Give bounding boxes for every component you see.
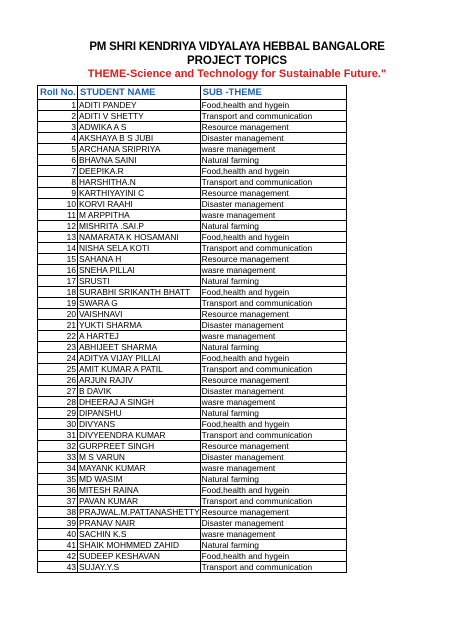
roll-no-cell: 42 — [38, 551, 78, 562]
table-row — [38, 386, 347, 397]
student-name-cell: NISHA SELA KOTI — [78, 243, 201, 254]
school-heading: PM SHRI KENDRIYA VIDYALAYA HEBBAL BANGALORE — [89, 41, 385, 53]
roll-no-cell: 35 — [38, 474, 78, 485]
table-row — [38, 320, 347, 331]
sub-theme-cell: Disaster management — [200, 320, 346, 331]
table-row — [38, 122, 347, 133]
student-name-cell: MAYANK KUMAR — [78, 463, 201, 474]
table-row — [38, 408, 347, 419]
table-row — [38, 353, 347, 364]
sub-theme-cell: Natural farming — [200, 474, 346, 485]
student-name-cell: PRANAV NAIR — [78, 518, 201, 529]
student-name-cell: SACHIN K.S — [78, 529, 201, 540]
student-name-cell: A HARTEJ — [78, 331, 201, 342]
student-name-cell: AKSHAYA B S JUBI — [78, 133, 201, 144]
sub-theme-cell: Transport and communication — [200, 111, 346, 122]
student-name-cell: NAMARATA K HOSAMANI — [78, 232, 201, 243]
student-name-cell: ARCHANA SRIPRIYA — [78, 144, 201, 155]
sub-theme-cell: Disaster management — [200, 518, 346, 529]
table-row — [38, 144, 347, 155]
table-row — [38, 540, 347, 551]
table-row — [38, 199, 347, 210]
roll-no-cell: 29 — [38, 408, 78, 419]
roll-no-cell: 5 — [38, 144, 78, 155]
roll-no-cell: 16 — [38, 265, 78, 276]
roll-no-cell: 13 — [38, 232, 78, 243]
roll-no-cell: 4 — [38, 133, 78, 144]
roll-no-cell: 39 — [38, 518, 78, 529]
sub-theme-cell: wasre management — [200, 463, 346, 474]
sub-theme-cell: Resource management — [200, 441, 346, 452]
roll-no-cell: 14 — [38, 243, 78, 254]
student-name-cell: GURPREET SINGH — [78, 441, 201, 452]
roll-no-cell: 25 — [38, 364, 78, 375]
theme-heading: THEME-Science and Technology for Sustainable Future." — [87, 68, 387, 80]
sub-theme-cell: Natural farming — [200, 342, 346, 353]
sub-theme-cell: Resource management — [200, 309, 346, 320]
table-row — [38, 133, 347, 144]
student-name-cell: BHAVNA SAINI — [78, 155, 201, 166]
column-header-sub-theme: SUB -THEME — [200, 86, 346, 100]
roll-no-cell: 43 — [38, 562, 78, 573]
student-name-cell: MITESH RAINA — [78, 485, 201, 496]
student-name-cell: SUDEEP KESHAVAN — [78, 551, 201, 562]
student-name-cell: ARJUN RAJIV — [78, 375, 201, 386]
table-row — [38, 507, 347, 518]
student-name-cell: SUJAY.Y.S — [78, 562, 201, 573]
student-name-cell: ADWIKA A S — [78, 122, 201, 133]
sub-theme-cell: Resource management — [200, 254, 346, 265]
table-row — [38, 551, 347, 562]
roll-no-cell: 31 — [38, 430, 78, 441]
student-name-cell: ADITI V SHETTY — [78, 111, 201, 122]
roll-no-cell: 34 — [38, 463, 78, 474]
table-row — [38, 287, 347, 298]
sub-theme-cell: Transport and communication — [200, 243, 346, 254]
table-row — [38, 331, 347, 342]
table-row — [38, 562, 347, 573]
sub-theme-cell: Food,health and hygein — [200, 419, 346, 430]
table-row — [38, 529, 347, 540]
table-row — [38, 375, 347, 386]
table-row — [38, 188, 347, 199]
sub-theme-cell: Transport and communication — [200, 430, 346, 441]
sub-theme-cell: Food,health and hygein — [200, 353, 346, 364]
roll-no-cell: 40 — [38, 529, 78, 540]
student-name-cell: SHAIK MOHMMED ZAHID — [78, 540, 201, 551]
student-name-cell: SNEHA PILLAI — [78, 265, 201, 276]
sub-theme-cell: Transport and communication — [200, 298, 346, 309]
sub-theme-cell: Natural farming — [200, 276, 346, 287]
table-row — [38, 518, 347, 529]
table-row — [38, 265, 347, 276]
student-name-cell: AMIT KUMAR A PATIL — [78, 364, 201, 375]
table-row — [38, 496, 347, 507]
page-title: PROJECT TOPICS — [186, 55, 288, 67]
roll-no-cell: 12 — [38, 221, 78, 232]
roll-no-cell: 9 — [38, 188, 78, 199]
table-row — [38, 254, 347, 265]
sub-theme-cell: Resource management — [200, 122, 346, 133]
sub-theme-cell: Food,health and hygein — [200, 100, 346, 111]
student-name-cell: YUKTI SHARMA — [78, 320, 201, 331]
student-name-cell: MD WASIM — [78, 474, 201, 485]
table-row — [38, 276, 347, 287]
roll-no-cell: 27 — [38, 386, 78, 397]
student-name-cell: DIVYEENDRA KUMAR — [78, 430, 201, 441]
roll-no-cell: 28 — [38, 397, 78, 408]
sub-theme-cell: Transport and communication — [200, 562, 346, 573]
sub-theme-cell: Natural farming — [200, 540, 346, 551]
table-row — [38, 485, 347, 496]
roll-no-cell: 6 — [38, 155, 78, 166]
student-name-cell: DIPANSHU — [78, 408, 201, 419]
roll-no-cell: 8 — [38, 177, 78, 188]
project-topics-table — [37, 85, 347, 573]
roll-no-cell: 24 — [38, 353, 78, 364]
table-row — [38, 419, 347, 430]
roll-no-cell: 19 — [38, 298, 78, 309]
sub-theme-cell: Disaster management — [200, 452, 346, 463]
roll-no-cell: 20 — [38, 309, 78, 320]
table-row — [38, 111, 347, 122]
table-row — [38, 210, 347, 221]
roll-no-cell: 23 — [38, 342, 78, 353]
table-row — [38, 474, 347, 485]
roll-no-cell: 21 — [38, 320, 78, 331]
sub-theme-cell: Natural farming — [200, 221, 346, 232]
column-header-student-name: STUDENT NAME — [78, 86, 201, 100]
sub-theme-cell: Resource management — [200, 188, 346, 199]
roll-no-cell: 26 — [38, 375, 78, 386]
sub-theme-cell: Food,health and hygein — [200, 287, 346, 298]
roll-no-cell: 7 — [38, 166, 78, 177]
roll-no-cell: 36 — [38, 485, 78, 496]
table-row — [38, 430, 347, 441]
table-row — [38, 309, 347, 320]
sub-theme-cell: Food,health and hygein — [200, 485, 346, 496]
table-row — [38, 155, 347, 166]
column-header-roll-no: Roll No. — [38, 86, 78, 100]
student-name-cell: PRAJWAL.M.PATTANASHETTY — [79, 507, 200, 517]
sub-theme-cell: Transport and communication — [200, 177, 346, 188]
table-row — [38, 100, 347, 111]
roll-no-cell: 38 — [38, 507, 78, 518]
roll-no-cell: 41 — [38, 540, 78, 551]
roll-no-cell: 2 — [38, 111, 78, 122]
roll-no-cell: 33 — [38, 452, 78, 463]
sub-theme-cell: Disaster management — [200, 386, 346, 397]
roll-no-cell: 37 — [38, 496, 78, 507]
roll-no-cell: 1 — [38, 100, 78, 111]
student-name-cell: DEEPIKA.R — [78, 166, 201, 177]
roll-no-cell: 18 — [38, 287, 78, 298]
sub-theme-cell: Disaster management — [200, 133, 346, 144]
roll-no-cell: 30 — [38, 419, 78, 430]
table-row — [38, 441, 347, 452]
table-header-row — [38, 86, 347, 100]
table-row — [38, 177, 347, 188]
student-name-cell: DHEERAJ A SINGH — [78, 397, 201, 408]
roll-no-cell: 32 — [38, 441, 78, 452]
table-row — [38, 463, 347, 474]
sub-theme-cell: Transport and communication — [200, 496, 346, 507]
table-row — [38, 221, 347, 232]
roll-no-cell: 3 — [38, 122, 78, 133]
table-row — [38, 364, 347, 375]
student-name-cell: ABHIJEET SHARMA — [78, 342, 201, 353]
sub-theme-cell: wasre management — [200, 529, 346, 540]
sub-theme-cell: wasre management — [200, 210, 346, 221]
sub-theme-cell: Disaster management — [200, 199, 346, 210]
sub-theme-cell: Natural farming — [200, 155, 346, 166]
student-name-cell: B DAVIK — [78, 386, 201, 397]
student-name-cell: PAVAN KUMAR — [78, 496, 201, 507]
student-name-cell: VAISHNAVI — [78, 309, 201, 320]
roll-no-cell: 11 — [38, 210, 78, 221]
sub-theme-cell: Food,health and hygein — [200, 232, 346, 243]
table-row — [38, 298, 347, 309]
student-name-cell: ADITI PANDEY — [78, 100, 201, 111]
table-row — [38, 166, 347, 177]
student-name-cell: KARTHIYAYINI C — [78, 188, 201, 199]
sub-theme-cell: Resource management — [200, 507, 346, 518]
roll-no-cell: 10 — [38, 199, 78, 210]
roll-no-cell: 15 — [38, 254, 78, 265]
roll-no-cell: 22 — [38, 331, 78, 342]
table-row — [38, 397, 347, 408]
student-name-cell: SWARA G — [78, 298, 201, 309]
sub-theme-cell: Natural farming — [200, 408, 346, 419]
roll-no-cell: 17 — [38, 276, 78, 287]
sub-theme-cell: Food,health and hygein — [200, 166, 346, 177]
student-name-cell: SURABHI SRIKANTH BHATT — [78, 287, 201, 298]
sub-theme-cell: Food,health and hygein — [200, 551, 346, 562]
student-name-cell: KORVI RAAHI — [78, 199, 201, 210]
student-name-cell: SAHANA H — [78, 254, 201, 265]
student-name-cell: DIVYANS — [78, 419, 201, 430]
student-name-cell: M S VARUN — [78, 452, 201, 463]
student-name-cell: MISHRITA .SAI.P — [78, 221, 201, 232]
student-name-cell: SRUSTI — [78, 276, 201, 287]
sub-theme-cell: wasre management — [200, 144, 346, 155]
sub-theme-cell: wasre management — [200, 265, 346, 276]
sub-theme-cell: wasre management — [200, 331, 346, 342]
student-name-cell: ADITYA VIJAY PILLAI — [78, 353, 201, 364]
sub-theme-cell: wasre management — [200, 397, 346, 408]
sub-theme-cell: Resource management — [200, 375, 346, 386]
student-name-cell: HARSHITHA.N — [78, 177, 201, 188]
sub-theme-cell: Transport and communication — [200, 364, 346, 375]
table-row — [38, 342, 347, 353]
table-row — [38, 452, 347, 463]
table-row — [38, 232, 347, 243]
table-row — [38, 243, 347, 254]
student-name-cell: M ARPPITHA — [78, 210, 201, 221]
